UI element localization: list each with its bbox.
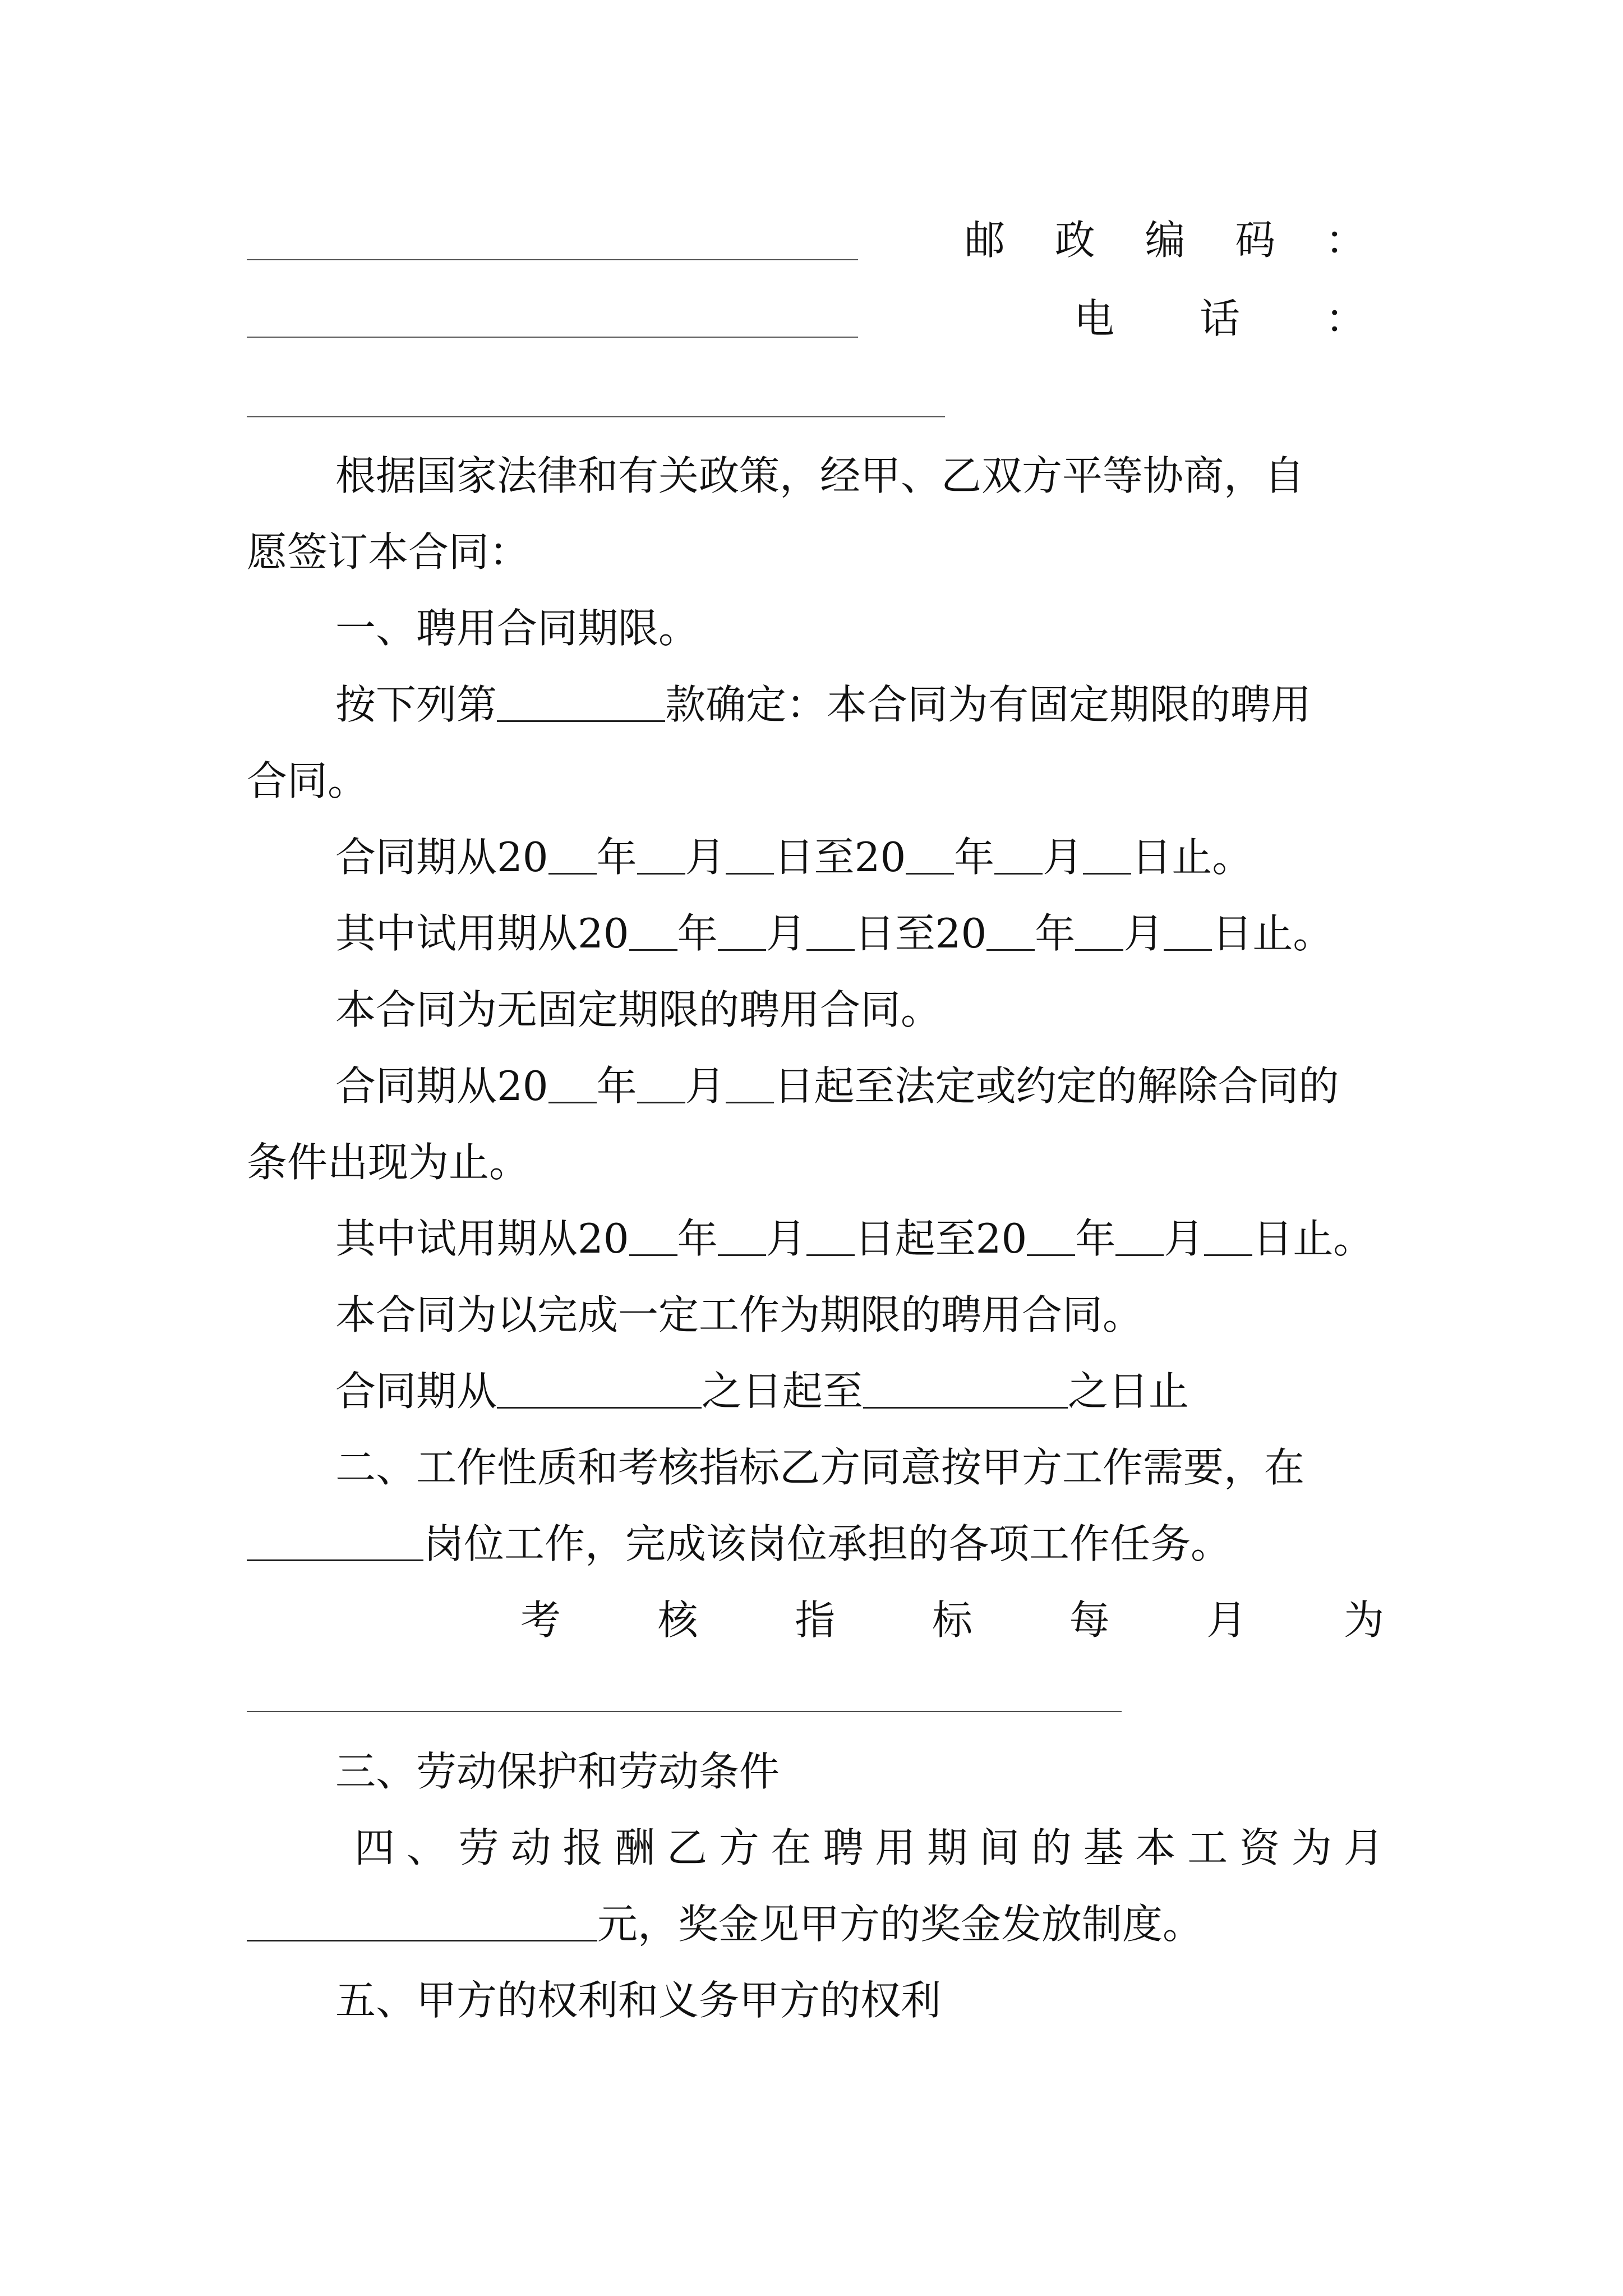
label-char: ：	[1325, 295, 1366, 342]
label-char: 话	[1199, 295, 1240, 342]
open-term-title: 本合同为无固定期限的聘用合同。	[335, 986, 942, 1033]
section-4-cont: 元，奖金见甲方的奖金发放制度。	[247, 1897, 1203, 1951]
postal-code-label	[965, 213, 1366, 267]
year-blank[interactable]	[629, 1254, 677, 1256]
day-blank[interactable]	[726, 1102, 774, 1103]
label-char: 电	[1074, 295, 1115, 342]
day-blank[interactable]	[1204, 1254, 1252, 1256]
postal-underline-left	[247, 259, 858, 260]
position-blank[interactable]	[247, 1559, 423, 1561]
label-char: 编	[1145, 217, 1186, 264]
section-2-cont: 岗位工作，完成该岗位承担的各项工作任务。	[247, 1517, 1231, 1571]
task-term-title: 本合同为以完成一定工作为期限的聘用合同。	[335, 1291, 1144, 1338]
open-trial-line: 其中试用期从20 年 月 日起至20 年 月 日止。	[335, 1215, 1374, 1262]
year-blank[interactable]	[1027, 1254, 1075, 1256]
day-blank[interactable]	[806, 1254, 855, 1256]
section-1-clause: 按下列第 款确定：本合同为有固定期限的聘用	[335, 681, 1312, 728]
phone-underline-left	[247, 337, 858, 338]
fixed-term-line: 合同期从20 年 月 日至20 年 月 日止。	[335, 834, 1253, 881]
day-blank[interactable]	[1164, 949, 1212, 951]
section-1-clause-cont: 合同。	[247, 757, 368, 804]
open-term-cont: 条件出现为止。	[247, 1139, 530, 1186]
month-blank[interactable]	[1075, 949, 1123, 951]
month-blank[interactable]	[994, 873, 1043, 875]
kpi-char: 标	[932, 1596, 972, 1644]
section-5-title: 五、甲方的权利和义务甲方的权利	[335, 1977, 942, 2024]
year-blank[interactable]	[906, 873, 954, 875]
section-3-title: 三、劳动保护和劳动条件	[335, 1748, 780, 1795]
month-blank[interactable]	[637, 1102, 685, 1103]
month-blank[interactable]	[637, 873, 685, 875]
month-blank[interactable]	[718, 949, 766, 951]
day-blank[interactable]	[806, 949, 855, 951]
year-blank[interactable]	[986, 949, 1035, 951]
phone-label	[1074, 292, 1366, 346]
kpi-char: 指	[795, 1596, 836, 1644]
clause-number-blank[interactable]	[497, 720, 665, 722]
year-blank[interactable]	[548, 873, 597, 875]
task-term-line: 合同期从 之日起至 之日止	[335, 1368, 1189, 1415]
label-char: 政	[1054, 217, 1095, 264]
day-blank[interactable]	[726, 873, 774, 875]
start-blank[interactable]	[497, 1407, 702, 1409]
kpi-value-underline	[247, 1711, 1122, 1712]
label-char: 码	[1235, 217, 1276, 264]
intro-line-1: 根据国家法律和有关政策，经甲、乙双方平等协商，自	[335, 452, 1305, 499]
open-term-line: 合同期从20 年 月 日起至法定或约定的解除合同的	[335, 1062, 1339, 1110]
kpi-char: 为	[1343, 1596, 1384, 1644]
month-blank[interactable]	[1115, 1254, 1164, 1256]
section-4-line: 四 、 劳 动 报 酬 乙 方 在 聘 用 期 间 的 基 本 工 资 为 月	[354, 1824, 1384, 1871]
label-char: ：	[1325, 217, 1366, 264]
end-blank[interactable]	[863, 1407, 1068, 1409]
kpi-char: 月	[1206, 1596, 1247, 1644]
kpi-char: 每	[1069, 1596, 1110, 1644]
kpi-char: 考	[520, 1596, 561, 1644]
intro-line-2: 愿签订本合同：	[247, 528, 530, 576]
salary-blank[interactable]	[247, 1940, 597, 1941]
year-blank[interactable]	[548, 1102, 597, 1103]
month-blank[interactable]	[718, 1254, 766, 1256]
section-1-title: 一、聘用合同期限。	[335, 605, 699, 652]
section-2-line: 二、工作性质和考核指标乙方同意按甲方工作需要，在	[335, 1444, 1305, 1491]
label-char: 邮	[965, 217, 1006, 264]
year-blank[interactable]	[629, 949, 677, 951]
fixed-trial-line: 其中试用期从20 年 月 日至20 年 月 日止。	[335, 910, 1334, 957]
kpi-char: 核	[657, 1596, 698, 1644]
section-2-kpi	[520, 1593, 1384, 1647]
day-blank[interactable]	[1083, 873, 1131, 875]
phone-underline-value	[247, 416, 945, 417]
